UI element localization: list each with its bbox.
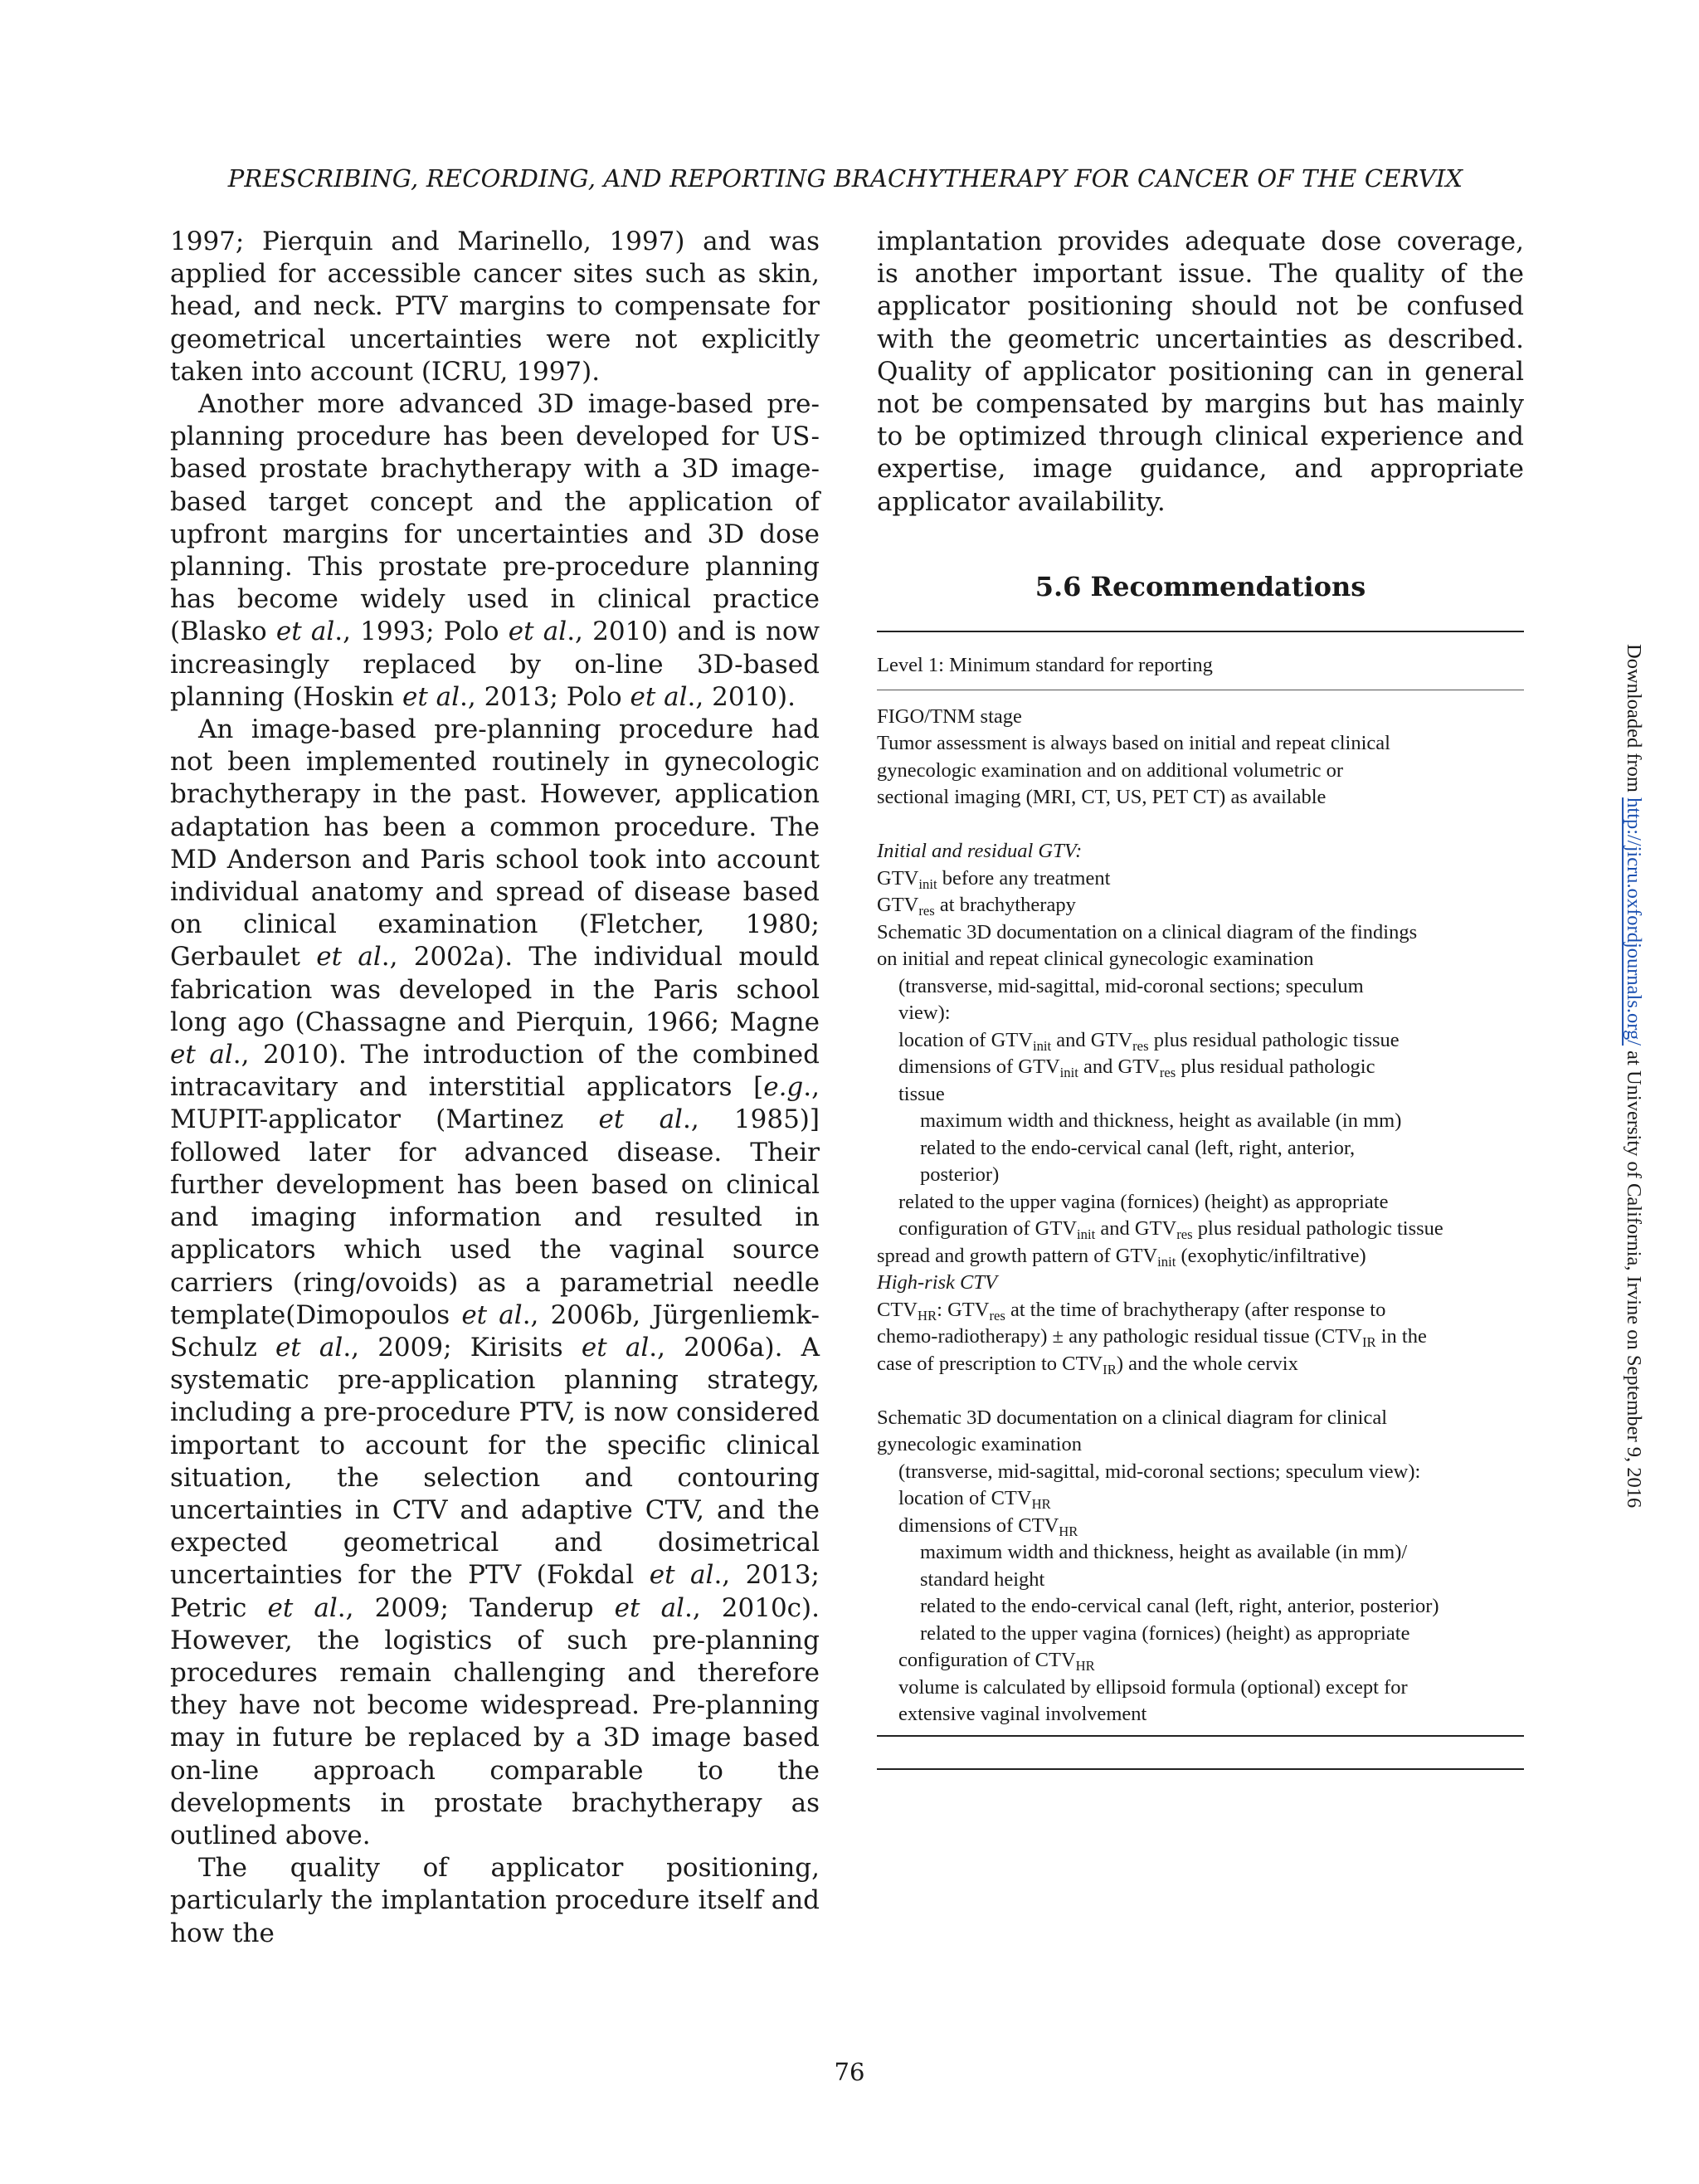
rec-line: dimensions of $CTV_{HR}$ [898, 1514, 1078, 1539]
rec-line: configuration of $CTV_{HR}$ [898, 1649, 1095, 1674]
rec-line: related to the endo-cervical canal (left, right, anterior, posterior) [920, 1595, 1439, 1617]
download-note: Downloaded from http://jicru.oxfordjournals.org/ at University of California, Irvine on September 9, 2016 [1623, 644, 1645, 1509]
rec-line: standard height [920, 1567, 1045, 1591]
rec-subheading: Initial and residual GTV: [877, 840, 1083, 862]
rec-line: $CTV_{HR}$: $GTV_{res}$ at the time of brachytherapy (after response to [877, 1298, 1386, 1324]
bottom-rule [877, 1735, 1524, 1737]
rec-line: configuration of $GTV_{init}$ and $GTV_{res}$ plus residual pathologic tissue [898, 1217, 1443, 1242]
rec-line: case of prescription to $CTV_{IR}$) and the whole cervix [877, 1352, 1298, 1377]
rec-line: location of $CTV_{HR}$ [898, 1487, 1051, 1512]
rec-line: FIGO/TNM stage [877, 704, 1022, 728]
rec-line: $GTV_{res}$ at brachytherapy [877, 894, 1076, 919]
rec-line: location of $GTV_{init}$ and $GTV_{res}$ plus residual pathologic tissue [898, 1028, 1400, 1054]
running-header: PRESCRIBING, RECORDING, AND REPORTING BRACHYTHERAPY FOR CANCER OF THE CERVIX [227, 164, 1463, 193]
paragraph: The quality of applicator positioning, particularly the implantation procedure itself and how the [170, 1853, 820, 1948]
rec-line: Schematic 3D documentation on a clinical diagram of the findings [877, 920, 1418, 943]
paragraph: An image-based pre-planning procedure had not been implemented routinely in gynecologic brachytherapy in the past. However, application adaptation has been a common procedure. The MD Anderson and Paris school took into account individual anatomy and spread of disease based on clinical examination (Fletcher, 1980; Gerbaulet et al., 2002a). The individual mould fabrication was developed in the Paris school long ago (Chassagne and Pierquin, 1966; Magne et al., 2010). The introduction of the combined intracavitary and interstitial applicators [e.g., MUPIT-applicator (Martinez et al., 1985)] followed later for advanced disease. Their further development has been based on clinical and imaging information and resulted in applicators which used the vaginal source carriers (ring/ovoids) as a parametrial needle template(Dimopoulos et al., 2006b, Jürgenliemk-Schulz et al., 2009; Kirisits et al., 2006a). A systematic pre-application planning strategy, including a pre-procedure PTV, is now considered important to account for the specific clinical situation, the selection and contouring uncertainties in CTV and adaptive CTV, and the expected geometrical and dosimetrical uncertainties for the PTV (Fokdal et al., 2013; Petric et al., 2009; Tanderup et al., 2010c). However, the logistics of such pre-planning procedures remain challenging and therefore they have not become widespread. Pre-planning may in future be replaced by a 3D image based on-line approach comparable to the developments in prostate brachytherapy as outlined above. [170, 714, 820, 1850]
rec-line: spread and growth pattern of $GTV_{init}$ (exophytic/infiltrative) [877, 1244, 1366, 1270]
paragraph: implantation provides adequate dose coverage, is another important issue. The quality of the applicator positioning should not be confused with the geometric uncertainties as described. Quality of applicator positioning can in general not be compensated by margins but has mainly to be optimized through clinical experience and expertise, image guidance, and appropriate applicator availability. [877, 227, 1524, 517]
rec-line: (transverse, mid-sagittal, mid-coronal sections; speculum [898, 974, 1364, 997]
recommendations-box [877, 631, 1524, 1770]
left-column [170, 226, 820, 1950]
rec-line: volume is calculated by ellipsoid formula (optional) except for [898, 1675, 1408, 1699]
rec-line: gynecologic examination and on additional volumetric or [877, 758, 1343, 782]
rec-line: tissue [898, 1082, 945, 1105]
rec-line: (transverse, mid-sagittal, mid-coronal sections; speculum view): [898, 1460, 1421, 1483]
page-number: 76 [834, 2058, 865, 2086]
rec-line: chemo-radiotherapy) ± any pathologic residual tissue ($CTV_{IR}$ in the [877, 1325, 1427, 1350]
rec-line: sectional imaging (MRI, CT, US, PET CT) as available [877, 786, 1327, 808]
section-heading: 5.6 Recommendations [1034, 571, 1366, 602]
rec-line: maximum width and thickness, height as available (in mm) [920, 1109, 1402, 1132]
rec-line: related to the upper vagina (fornices) (height) as appropriate [920, 1621, 1410, 1645]
journal-link[interactable]: http://jicru.oxfordjournals.org/ [1623, 797, 1645, 1046]
right-column [877, 226, 1524, 519]
rec-line: posterior) [920, 1163, 1000, 1186]
rec-line: maximum width and thickness, height as available (in mm)/ [920, 1541, 1408, 1563]
rec-line: $GTV_{init}$ before any treatment [877, 866, 1111, 892]
rec-line: related to the endo-cervical canal (left, right, anterior, [920, 1136, 1356, 1159]
rec-line: extensive vaginal involvement [898, 1703, 1147, 1725]
rec-line: Tumor assessment is always based on initial and repeat clinical [877, 732, 1390, 754]
rec-line: on initial and repeat clinical gynecologic examination [877, 948, 1314, 970]
level-title: Level 1: Minimum standard for reporting [877, 654, 1213, 676]
rec-line: Schematic 3D documentation on a clinical diagram for clinical [877, 1406, 1388, 1429]
rec-line: view): [898, 1002, 951, 1024]
rec-line: gynecologic examination [877, 1433, 1082, 1455]
paragraph: 1997; Pierquin and Marinello, 1997) and was applied for accessible cancer sites such as skin, head, and neck. PTV margins to compensate for geometrical uncertainties were not explicitly taken into account (ICRU, 1997). [170, 227, 820, 387]
rec-subheading: High-risk CTV [877, 1271, 997, 1294]
bottom-rule-2 [877, 1768, 1524, 1770]
rec-line: dimensions of $GTV_{init}$ and $GTV_{res}$ plus residual pathologic [898, 1055, 1375, 1080]
paragraph: Another more advanced 3D image-based pre-planning procedure has been developed for US-based prostate brachytherapy with a 3D image-based target concept and the application of upfront margins for uncertainties and 3D dose planning. This prostate pre-procedure planning has become widely used in clinical practice (Blasko et al., 1993; Polo et al., 2010) and is now increasingly replaced by on-line 3D-based planning (Hoskin et al., 2013; Polo et al., 2010). [170, 389, 820, 712]
rec-line: related to the upper vagina (fornices) (height) as appropriate [898, 1190, 1389, 1213]
